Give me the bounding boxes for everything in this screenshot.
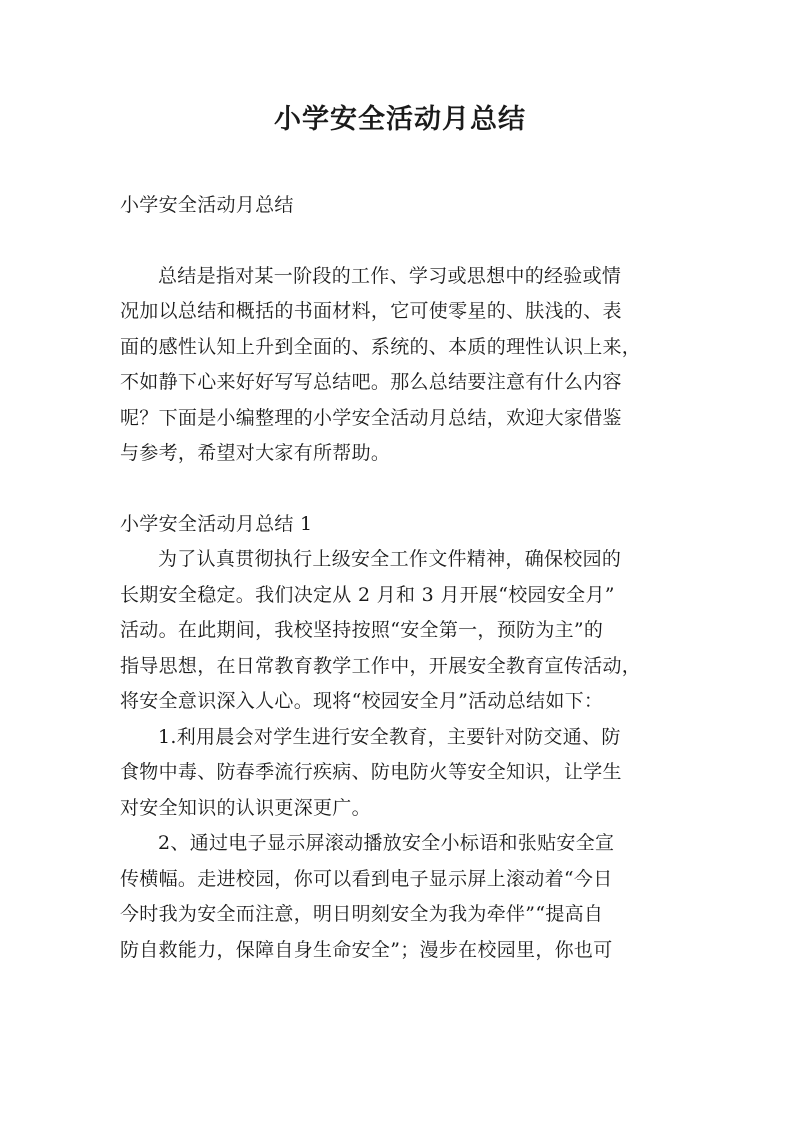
intro-line: 不如静下心来好好写写总结吧。那么总结要注意有什么内容 [120, 371, 622, 393]
document-title: 小学安全活动月总结 [274, 104, 526, 135]
paragraph-line: 防自救能力，保障自身生命安全”；漫步在校园里，你也可 [120, 938, 613, 961]
paragraph-line: 指导思想，在日常教育教学工作中，开展安全教育宣传活动， [120, 654, 642, 677]
paragraph-line: 长期安全稳定。我们决定从 2 月和 3 月开展“校园安全月” [120, 583, 615, 606]
intro-line: 总结是指对某一阶段的工作、学习或思想中的经验或情 [158, 264, 622, 287]
document-body [120, 188, 690, 968]
paragraph-line: 今时我为安全而注意，明日明刻安全为我为牵伴”“提高自 [120, 903, 604, 925]
paragraph-line: 食物中毒、防春季流行疾病、防电防火等安全知识，让学生 [120, 761, 622, 783]
paragraph-line: 为了认真贯彻执行上级安全工作文件精神，确保校园的 [158, 548, 622, 570]
paragraph-line: 2、通过电子显示屏滚动播放安全小标语和张贴安全宣 [158, 832, 615, 854]
paragraph-line: 活动。在此期间，我校坚持按照“安全第一，预防为主”的 [120, 619, 604, 641]
section-paragraph [120, 542, 690, 720]
paragraph-line: 传横幅。走进校园，你可以看到电子显示屏上滚动着“今日 [120, 867, 613, 890]
intro-paragraph [120, 259, 690, 472]
paragraph-line: 将安全意识深入人心。现将“校园安全月”活动总结如下： [120, 690, 604, 712]
section-heading: 小学安全活动月总结 1 [120, 512, 313, 535]
paragraph-line: 对安全知识的认识更深更广。 [120, 796, 371, 819]
list-item-2 [120, 826, 690, 968]
paragraph-line: 1.利用晨会对学生进行安全教育，主要针对防交通、防 [158, 725, 621, 748]
list-item-1 [120, 720, 690, 827]
intro-line: 呢？下面是小编整理的小学安全活动月总结，欢迎大家借鉴 [120, 406, 622, 429]
intro-line: 与参考，希望对大家有所帮助。 [120, 442, 391, 464]
document-subtitle: 小学安全活动月总结 [120, 194, 294, 216]
intro-line: 况加以总结和概括的书面材料，它可使零星的、肤浅的、表 [120, 300, 622, 322]
intro-line: 面的感性认知上升到全面的、系统的、本质的理性认识上来， [120, 335, 642, 358]
